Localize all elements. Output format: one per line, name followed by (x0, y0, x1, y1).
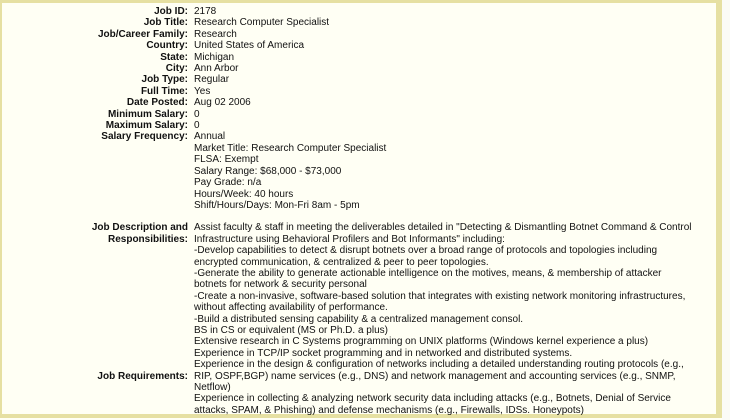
field-row-full-time (2, 86, 714, 97)
job-requirements-text (194, 325, 714, 416)
job-requirements-label: Job Requirements: (97, 370, 188, 382)
field-value: 2178 (194, 6, 217, 17)
description-line: without affecting availability of performance. (194, 302, 388, 314)
description-line: botnets for network & security personal (194, 279, 367, 291)
field-value: Yes (194, 85, 211, 97)
description-line: -Develop capabilities to detect & disrupt botnets over a broad range of protocols and topologies including (194, 245, 658, 257)
job-description-row (2, 222, 714, 325)
description-line: encrypted communication, & centralized & peer to peer topologies. (194, 256, 489, 268)
field-row-career-family (2, 29, 714, 40)
job-description-label: Job Description and Responsibilities: (91, 222, 188, 245)
salary-detail-line: Market Title: Research Computer Specialist (194, 142, 387, 154)
window-edge (722, 0, 730, 420)
description-line: -Generate the ability to generate actionable intelligence on the motives, means, & membership of attacker (194, 267, 662, 279)
field-value: Michigan (194, 51, 235, 63)
field-value: United States of America (194, 40, 305, 52)
field-row-date-posted (2, 97, 714, 108)
field-row-job-title (2, 17, 714, 28)
requirement-line: Experience in collecting & analyzing network security data including attacks (e.g., Botnets, Denial of Service (194, 393, 671, 405)
field-row-maximum-salary (2, 120, 714, 131)
field-value: 0 (194, 108, 200, 120)
salary-detail-line: Hours/Week: 40 hours (194, 188, 294, 200)
field-label: Date Posted: (126, 97, 188, 109)
field-label: Minimum Salary: (107, 108, 188, 120)
requirement-line: attacks, SPAM, & Phishing) and defense mechanisms (e.g., Firewalls, IDSs. Honeypots) (194, 404, 584, 416)
field-label: City: (165, 63, 188, 75)
requirement-line: Experience in TCP/IP socket programming and in networked and distributed systems. (194, 347, 573, 359)
description-line: Assist faculty & staff in meeting the deliverables detailed in "Detecting & Dismantling Botnet Command & Control (194, 222, 692, 234)
salary-detail-line: FLSA: Exempt (194, 154, 259, 166)
field-row-state (2, 52, 714, 63)
job-description-text (194, 222, 714, 325)
field-row-job-type (2, 74, 714, 85)
field-row-salary-frequency (2, 131, 714, 142)
salary-detail-line: Shift/Hours/Days: Mon-Fri 8am - 5pm (194, 199, 360, 211)
field-label: Job Type: (141, 74, 188, 86)
field-label: Job ID: (154, 6, 188, 17)
salary-details (194, 143, 714, 211)
description-line: Infrastructure using Behavioral Profilers and Bot Informants" including: (194, 233, 505, 245)
field-value: Aug 02 2006 (194, 97, 251, 109)
field-value: Ann Arbor (194, 63, 239, 75)
job-details-table (2, 6, 714, 416)
requirement-line: BS in CS or equivalent (MS or Ph.D. a plus) (194, 324, 388, 336)
field-label: Country: (146, 40, 188, 52)
field-row-job-id (2, 6, 714, 17)
requirement-line: RIP, OSPF,BGP) name services (e.g., DNS) and network management and accounting services (e.g., SNMP, (194, 370, 676, 382)
field-label: State: (160, 51, 188, 63)
requirement-line: Experience in the design & configuration of networks including a detailed understanding routing protocols (e.g., (194, 359, 684, 371)
field-label: Job Title: (143, 17, 188, 29)
field-value: Annual (194, 131, 226, 143)
field-value: Regular (194, 74, 230, 86)
field-value: Research (194, 28, 237, 40)
requirement-line: Extensive research in C Systems programming on UNIX platforms (Windows kernel experience a plus) (194, 336, 649, 348)
description-line: -Build a distributed sensing capability & a centralized management consol. (194, 313, 524, 325)
field-value: 0 (194, 120, 200, 132)
description-line: -Create a non-invasive, software-based solution that integrates with existing network monitoring infrastructures, (194, 290, 686, 302)
salary-details-row (2, 143, 714, 211)
field-label: Full Time: (140, 85, 188, 97)
field-label: Salary Frequency: (101, 131, 188, 143)
field-label: Job/Career Family: (97, 28, 188, 40)
field-value: Research Computer Specialist (194, 17, 330, 29)
field-row-country (2, 40, 714, 51)
requirement-line: Netflow) (194, 382, 231, 393)
field-label: Maximum Salary: (105, 120, 188, 132)
field-row-city (2, 63, 714, 74)
salary-detail-line: Salary Range: $68,000 - $73,000 (194, 165, 342, 177)
salary-detail-line: Pay Grade: n/a (194, 177, 262, 189)
field-row-minimum-salary (2, 109, 714, 120)
job-requirements-row (2, 325, 714, 416)
